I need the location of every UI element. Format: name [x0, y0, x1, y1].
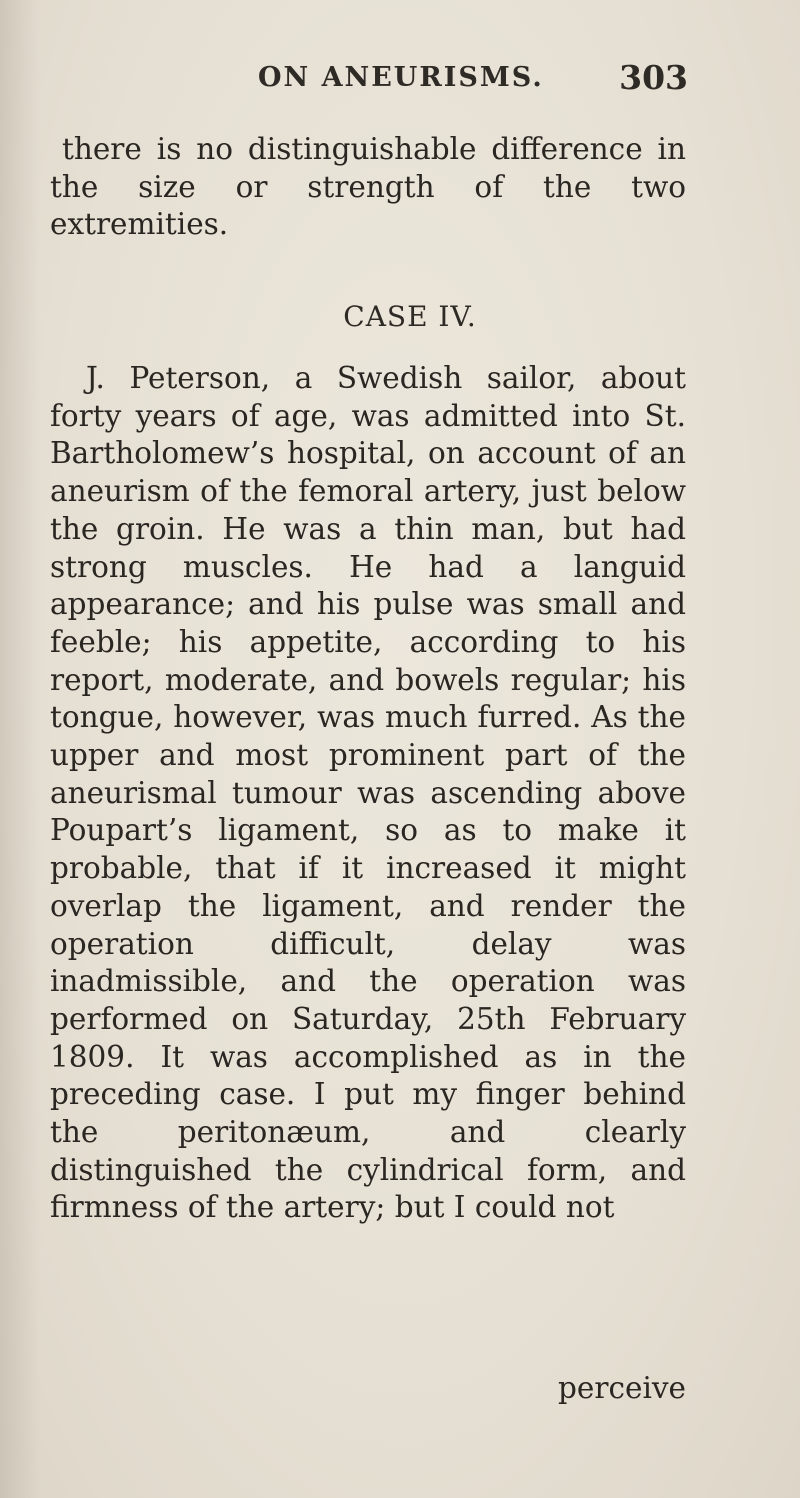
case-heading: CASE IV.: [343, 300, 477, 333]
paragraph-case-iv: J. Peterson, a Swedish sailor, about forty years of age, was admitted into St. Bartholomew’s hospital, on account of an aneurism of the femoral artery, just below the groin. He was a thin man, but had strong muscles. He had a languid appearance; and his pulse was small and feeble; his appetite, according to his report, moderate, and bowels regular; his tongue, however, was much furred. As the upper and most prominent part of the aneurismal tumour was ascending above Poupart’s ligament, so as to make it probable, that if it increased it might overlap the ligament, and render the operation difficult, delay was inadmissible, and the operation was performed on Saturday, 25th February 1809. It was accomplished as in the preceding case. I put my finger behind the peritonæum, and clearly distinguished the cylindrical form, and firmness of the artery; but I could not: [50, 361, 686, 1225]
running-head: [258, 58, 688, 102]
catchword: perceive: [558, 1371, 686, 1405]
page-number: 303: [619, 58, 688, 97]
page-edge-shadow: [0, 0, 40, 1498]
running-title: ON ANEURISMS.: [258, 62, 544, 93]
paragraph-continuation: there is no distinguishable difference in the size or strength of the two extremities.: [50, 132, 686, 242]
